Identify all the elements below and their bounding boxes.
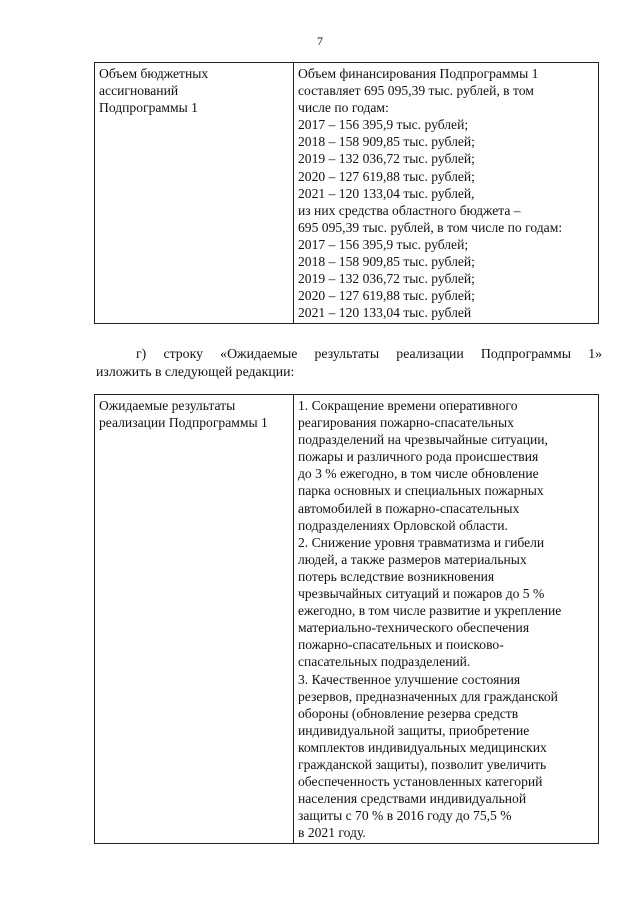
cell-line: 2017 – 156 395,9 тыс. рублей; (298, 236, 469, 252)
cell-line: подразделениях Орловской области. (298, 517, 508, 533)
cell-line: Ожидаемые результаты (99, 398, 236, 413)
cell-line: 2021 – 120 133,04 тыс. рублей, (298, 185, 475, 201)
cell-line: 2018 – 158 909,85 тыс. рублей; (298, 134, 475, 150)
cell-line: 695 095,39 тыс. рублей, в том числе по годам: (298, 219, 563, 235)
table-right-cell (294, 63, 599, 324)
cell-line: реализации Подпрограммы 1 (99, 415, 268, 431)
expected-results-table (94, 394, 599, 844)
cell-line: 2019 – 132 036,72 тыс. рублей; (298, 151, 475, 167)
cell-line: людей, а также размеров материальных (298, 551, 527, 567)
cell-line: чрезвычайных ситуаций и пожаров до 5 % (298, 586, 545, 602)
page-number: 7 (317, 34, 323, 48)
table-right-cell (294, 395, 599, 844)
cell-line: гражданской защиты), позволит увеличить (298, 756, 547, 772)
cell-line: 3. Качественное улучшение состояния (298, 671, 521, 687)
cell-line: защиты с 70 % в 2016 году до 75,5 % (298, 808, 512, 824)
cell-line: 2020 – 127 619,88 тыс. рублей; (298, 168, 475, 184)
cell-line: потерь вследствие возникновения (298, 568, 495, 584)
cell-line: составляет 695 095,39 тыс. рублей, в том (298, 83, 534, 99)
cell-line: населения средствами индивидуальной (298, 791, 527, 807)
cell-line: 2021 – 120 133,04 тыс. рублей (298, 305, 472, 321)
instruction-line-1: г) строку «Ожидаемые результаты реализации Подпрограммы 1» (136, 346, 602, 361)
cell-line: ассигнований (99, 83, 179, 99)
cell-line: пожары и различного рода происшествия (298, 449, 539, 465)
cell-line: комплектов индивидуальных медицинских (298, 739, 547, 755)
cell-line: индивидуальной защиты, приобретение (298, 722, 530, 738)
instruction-line-2: изложить в следующей редакции: (96, 364, 295, 379)
table-left-cell (95, 63, 294, 324)
cell-line: парка основных и специальных пожарных (298, 483, 544, 499)
cell-line: материально-технического обеспечения (298, 620, 530, 636)
cell-line: до 3 % ежегодно, в том числе обновление (298, 466, 539, 482)
cell-line: подразделений на чрезвычайные ситуации, (298, 432, 548, 448)
cell-line: пожарно-спасательных и поисково- (298, 637, 504, 653)
cell-line: обеспеченность установленных категорий (298, 774, 543, 790)
cell-line: Объем бюджетных (99, 66, 209, 81)
cell-line: реагирования пожарно-спасательных (298, 415, 514, 431)
cell-line: числе по годам: (298, 100, 389, 116)
cell-line: спасательных подразделений. (298, 654, 471, 670)
cell-line: автомобилей в пожарно-спасательных (298, 500, 520, 516)
cell-line: 2017 – 156 395,9 тыс. рублей; (298, 117, 469, 133)
budget-allocations-table (94, 62, 599, 324)
cell-line: ежегодно, в том числе развитие и укрепление (298, 603, 562, 619)
instruction-paragraph (96, 345, 602, 381)
cell-line: 2018 – 158 909,85 тыс. рублей; (298, 254, 475, 270)
cell-line: резервов, предназначенных для гражданской (298, 688, 558, 704)
cell-line: из них средства областного бюджета – (298, 202, 521, 218)
cell-line: 2019 – 132 036,72 тыс. рублей; (298, 271, 475, 287)
table-row (95, 395, 599, 844)
table-left-cell (95, 395, 294, 844)
cell-line: 2020 – 127 619,88 тыс. рублей; (298, 288, 475, 304)
cell-line: Объем финансирования Подпрограммы 1 (298, 66, 539, 81)
cell-line: в 2021 году. (298, 825, 366, 841)
table-row (95, 63, 599, 324)
cell-line: Подпрограммы 1 (99, 100, 198, 116)
cell-line: обороны (обновление резерва средств (298, 705, 519, 721)
cell-line: 1. Сокращение времени оперативного (298, 398, 518, 413)
cell-line: 2. Снижение уровня травматизма и гибели (298, 534, 545, 550)
